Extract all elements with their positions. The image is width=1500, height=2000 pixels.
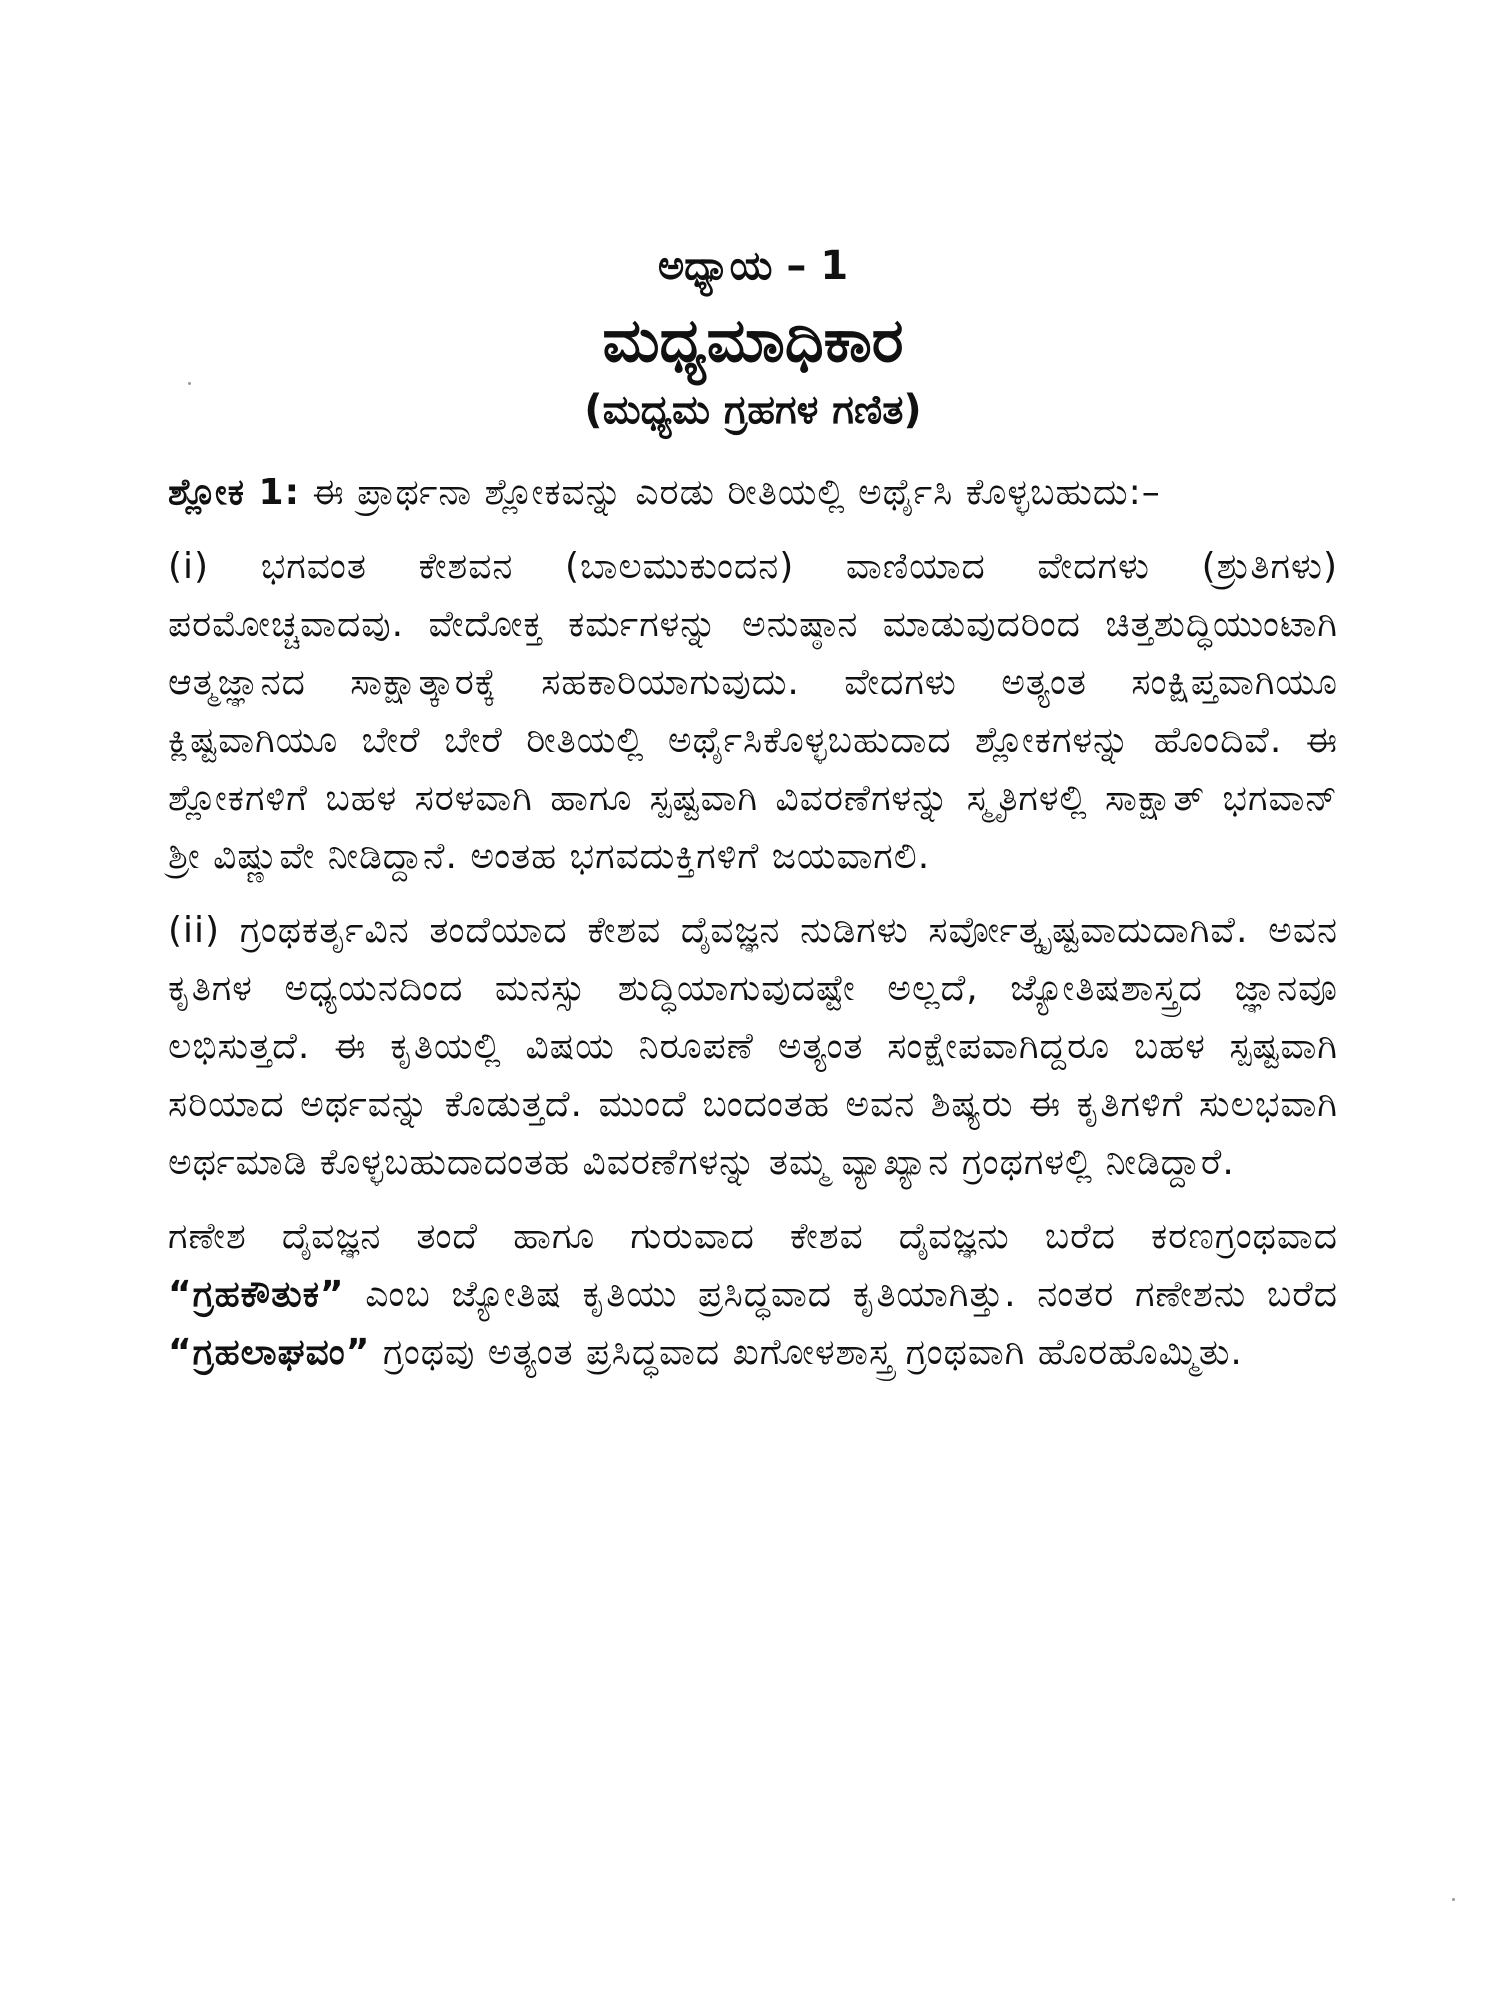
paragraph-history (168, 1208, 1338, 1382)
paragraph-shloka-1 (168, 464, 1338, 522)
paragraph-text: ಗಣೇಶ ದೈವಜ್ಞನ ತಂದೆ ಹಾಗೂ ಗುರುವಾದ ಕೇಶವ ದೈವಜ್ಞನು ಬರೆದ ಕರಣಗ್ರಂಥವಾದ (168, 1216, 1338, 1257)
chapter-subtitle: (ಮಧ್ಯಮ ಗ್ರಹಗಳ ಗಣಿತ) (584, 387, 922, 433)
book-title-grahalaghavam: “ಗ್ರಹಲಾಘವಂ” (168, 1332, 371, 1373)
shloka-label: ಶ್ಲೋಕ 1: (168, 472, 300, 513)
paragraph-text: ಎಂಬ ಜ್ಯೋತಿಷ ಕೃತಿಯು ಪ್ರಸಿದ್ಧವಾದ ಕೃತಿಯಾಗಿತ್ತು. ನಂತರ ಗಣೇಶನು ಬರೆದ (344, 1274, 1338, 1315)
book-title-grahakautuka: “ಗ್ರಹಕೌತುಕ” (168, 1274, 345, 1315)
chapter-number: ಅಧ್ಯಾಯ – 1 (657, 243, 849, 289)
paragraph-text: ಗ್ರಂಥವು ಅತ್ಯಂತ ಪ್ರಸಿದ್ಧವಾದ ಖಗೋಳಶಾಸ್ತ್ರ ಗ್ರಂಥವಾಗಿ ಹೊರಹೊಮ್ಮಿತು. (370, 1332, 1243, 1373)
paragraph-meaning-i: (i) ಭಗವಂತ ಕೇಶವನ (ಬಾಲಮುಕುಂದನ) ವಾಣಿಯಾದ ವೇದಗಳು (ಶ್ರುತಿಗಳು) ಪರಮೋಚ್ಚವಾದವು. ವೇದೋಕ್ತ ಕರ್ಮಗಳನ್ನು ಅನುಷ್ಠಾನ ಮಾಡುವುದರಿಂದ ಚಿತ್ತಶುದ್ಧಿಯುಂಟಾಗಿ ಆತ್ಮಜ್ಞಾನದ ಸಾಕ್ಷಾತ್ಕಾರಕ್ಕೆ ಸಹಕಾರಿಯಾಗುವುದು. ವೇದಗಳು ಅತ್ಯಂತ ಸಂಕ್ಷಿಪ್ತವಾಗಿಯೂ ಕ್ಲಿಷ್ಟವಾಗಿಯೂ ಬೇರೆ ಬೇರೆ ರೀತಿಯಲ್ಲಿ ಅರ್ಥೈಸಿಕೊಳ್ಳಬಹುದಾದ ಶ್ಲೋಕಗಳನ್ನು ಹೊಂದಿವೆ. ಈ ಶ್ಲೋಕಗಳಿಗೆ ಬಹಳ ಸರಳವಾಗಿ ಹಾಗೂ ಸ್ಪಷ್ಟವಾಗಿ ವಿವರಣೆಗಳನ್ನು ಸ್ಮೃತಿಗಳಲ್ಲಿ ಸಾಕ್ಷಾತ್ ಭಗವಾನ್ ಶ್ರೀ ವಿಷ್ಣುವೇ ನೀಡಿದ್ದಾನೆ. ಅಂತಹ ಭಗವದುಕ್ತಿಗಳಿಗೆ ಜಯವಾಗಲಿ. (168, 546, 1338, 877)
paragraph-meaning-ii: (ii) ಗ್ರಂಥಕರ್ತೃವಿನ ತಂದೆಯಾದ ಕೇಶವ ದೈವಜ್ಞನ ನುಡಿಗಳು ಸರ್ವೋತ್ಕೃಷ್ಟವಾದುದಾಗಿವೆ. ಅವನ ಕೃತಿಗಳ ಅಧ್ಯಯನದಿಂದ ಮನಸ್ಸು ಶುದ್ಧಿಯಾಗುವುದಷ್ಟೇ ಅಲ್ಲದೆ, ಜ್ಯೋತಿಷಶಾಸ್ತ್ರದ ಜ್ಞಾನವೂ ಲಭಿಸುತ್ತದೆ. ಈ ಕೃತಿಯಲ್ಲಿ ವಿಷಯ ನಿರೂಪಣೆ ಅತ್ಯಂತ ಸಂಕ್ಷೇಪವಾಗಿದ್ದರೂ ಬಹಳ ಸ್ಪಷ್ಟವಾಗಿ ಸರಿಯಾದ ಅರ್ಥವನ್ನು ಕೊಡುತ್ತದೆ. ಮುಂದೆ ಬಂದಂತಹ ಅವನ ಶಿಷ್ಯರು ಈ ಕೃತಿಗಳಿಗೆ ಸುಲಭವಾಗಿ ಅರ್ಥಮಾಡಿ ಕೊಳ್ಳಬಹುದಾದಂತಹ ವಿವರಣೆಗಳನ್ನು ತಮ್ಮ ವ್ಯಾಖ್ಯಾನ ಗ್ರಂಥಗಳಲ್ಲಿ ನೀಡಿದ್ದಾರೆ. (168, 910, 1338, 1183)
chapter-title: ಮಧ್ಯಮಾಧಿಕಾರ (602, 306, 904, 376)
scan-speck (1452, 1898, 1455, 1901)
document-page (168, 240, 1338, 1398)
paragraph-text: ಈ ಪ್ರಾರ್ಥನಾ ಶ್ಲೋಕವನ್ನು ಎರಡು ರೀತಿಯಲ್ಲಿ ಅರ್ಥೈಸಿ ಕೊಳ್ಳಬಹುದು:– (299, 472, 1161, 513)
